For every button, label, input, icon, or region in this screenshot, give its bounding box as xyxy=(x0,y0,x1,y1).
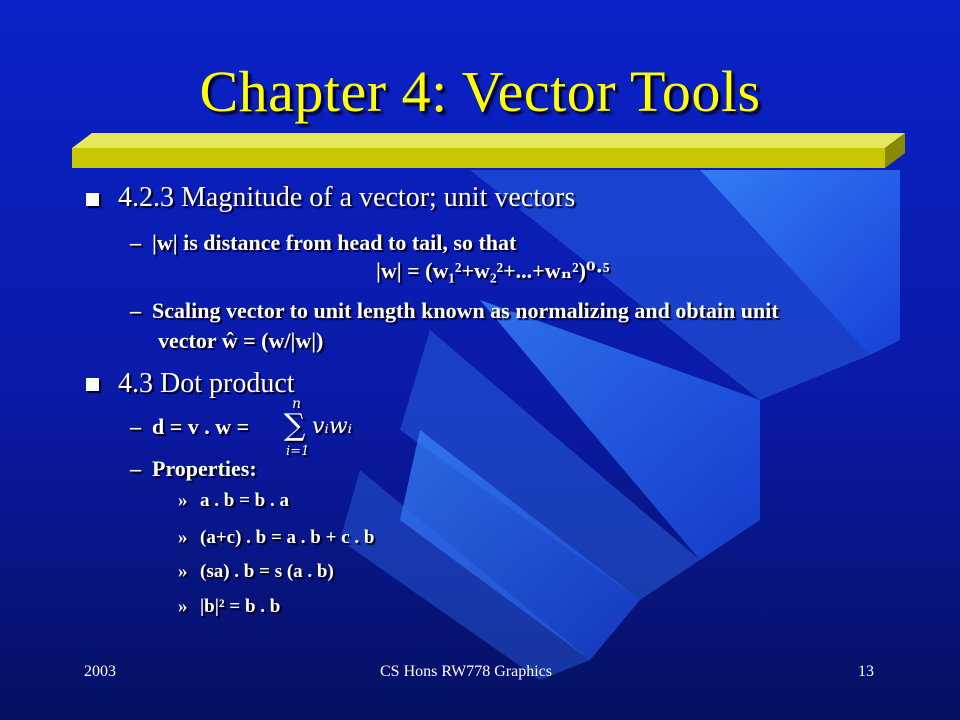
dot-product-definition: – d = v . w = xyxy=(130,414,250,439)
magnitude-distance-text: – |w| is distance from head to tail, so that xyxy=(130,230,517,255)
sum-lower-limit: i=1 xyxy=(286,444,310,459)
sum-upper-limit: n xyxy=(292,396,302,412)
footer-page-number: 13 xyxy=(858,663,874,680)
property-item: » |b|² = b . b xyxy=(178,596,281,617)
property-item: » a . b = b . a xyxy=(178,490,289,511)
unit-vector-formula: vector ŵ = (w/|w|) xyxy=(158,328,324,353)
slide-title: Chapter 4: Vector Tools xyxy=(199,59,761,124)
sum-term: vᵢwᵢ xyxy=(312,414,353,439)
properties-label: – Properties: xyxy=(130,456,257,481)
summation-icon: ∑ xyxy=(284,408,306,443)
bullet-magnitude: 4.2.3 Magnitude of a vector; unit vectors xyxy=(118,182,576,213)
bullet-dot-product: 4.3 Dot product xyxy=(118,368,295,399)
bullet-square-icon xyxy=(86,378,99,391)
property-item: » (sa) . b = s (a . b) xyxy=(178,561,334,582)
magnitude-formula: |w| = (w₁²+w₂²+...+wₙ²)⁰·⁵ xyxy=(376,258,610,283)
property-item: » (a+c) . b = a . b + c . b xyxy=(178,527,375,548)
bullet-square-icon xyxy=(86,193,99,206)
normalizing-text: – Scaling vector to unit length known as normalizing and obtain unit xyxy=(130,298,779,323)
footer-course: CS Hons RW778 Graphics xyxy=(380,663,552,680)
footer-year: 2003 xyxy=(84,663,116,680)
